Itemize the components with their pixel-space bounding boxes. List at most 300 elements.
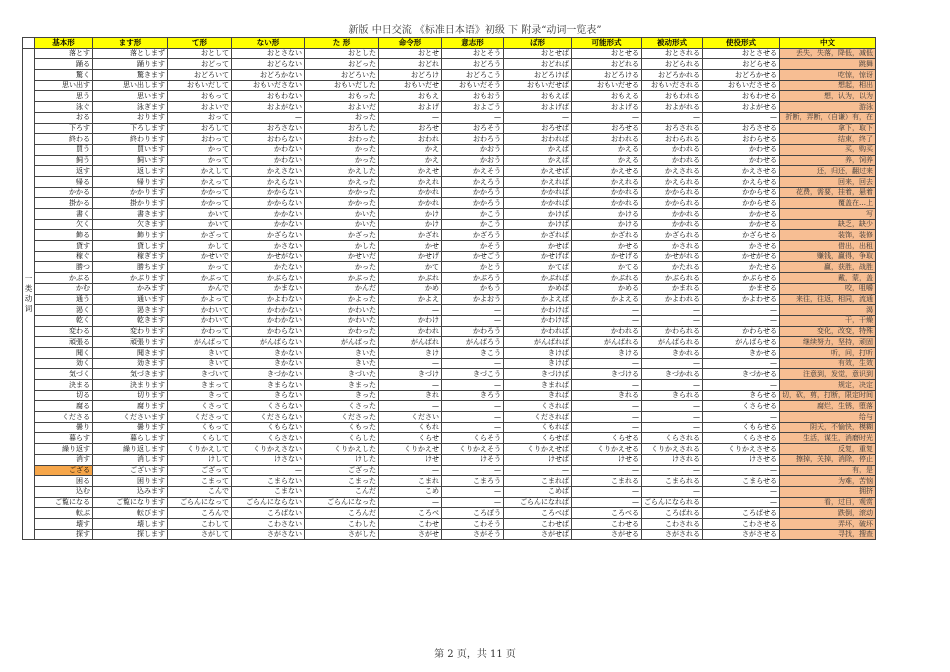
form-cell: かざられる xyxy=(642,230,703,241)
table-row xyxy=(23,144,876,155)
table-row xyxy=(23,476,876,487)
form-cell: かぶった xyxy=(305,273,379,284)
column-header: ない形 xyxy=(232,38,305,49)
form-cell: おった xyxy=(305,112,379,123)
column-header: 被动形式 xyxy=(642,38,703,49)
form-cell: がんばろう xyxy=(442,337,504,348)
form-cell: こわされる xyxy=(642,518,703,529)
column-header: ます形 xyxy=(93,38,168,49)
form-cell: 飼う xyxy=(35,155,93,166)
form-cell: かった xyxy=(305,155,379,166)
form-cell: かかろう xyxy=(442,187,504,198)
form-cell: ください xyxy=(379,412,442,423)
form-cell: きまって xyxy=(168,380,232,391)
column-header: 基本形 xyxy=(35,38,93,49)
form-cell: 転びます xyxy=(93,508,168,519)
form-cell: 踊ります xyxy=(93,59,168,70)
form-cell: おどれ xyxy=(379,59,442,70)
form-cell: くりかえさない xyxy=(232,444,305,455)
form-cell: こまれば xyxy=(504,476,572,487)
form-cell: かかれ xyxy=(379,198,442,209)
form-cell: がんばって xyxy=(168,337,232,348)
form-cell: — xyxy=(572,380,642,391)
form-cell: かえば xyxy=(504,144,572,155)
form-cell: かたせる xyxy=(703,262,780,273)
form-cell: かわけ xyxy=(379,315,442,326)
column-header: 中文 xyxy=(780,38,876,49)
form-cell: かわけば xyxy=(504,315,572,326)
form-cell: こわそう xyxy=(442,518,504,529)
form-cell: くだされば xyxy=(504,412,572,423)
form-cell: かわって xyxy=(168,326,232,337)
form-cell: 気づく xyxy=(35,369,93,380)
form-cell: ございます xyxy=(93,465,168,476)
form-cell: — xyxy=(703,315,780,326)
form-cell: かせいだ xyxy=(305,251,379,262)
column-header: ば形 xyxy=(504,38,572,49)
header-row xyxy=(23,38,876,49)
form-cell: きった xyxy=(305,390,379,401)
meaning-cell: 借出，出租 xyxy=(780,241,876,252)
form-cell: かける xyxy=(572,209,642,220)
form-cell: 頑張る xyxy=(35,337,93,348)
meaning-cell: 给与 xyxy=(780,412,876,423)
meaning-cell: 跌倒，滚动 xyxy=(780,508,876,519)
form-cell: — xyxy=(703,465,780,476)
form-cell: かえせば xyxy=(504,166,572,177)
form-cell: かえされる xyxy=(642,166,703,177)
form-cell: かえる xyxy=(572,155,642,166)
form-cell: 込みます xyxy=(93,486,168,497)
form-cell: かって xyxy=(168,155,232,166)
form-cell: がんばらせる xyxy=(703,337,780,348)
table-row xyxy=(23,444,876,455)
form-cell: きまらない xyxy=(232,380,305,391)
form-cell: おとそう xyxy=(442,48,504,59)
form-cell: きけば xyxy=(504,347,572,358)
table-row xyxy=(23,112,876,123)
form-cell: こまない xyxy=(232,486,305,497)
form-cell: かえれ xyxy=(379,176,442,187)
form-cell: — xyxy=(642,380,703,391)
form-cell: かめる xyxy=(572,283,642,294)
form-cell: こわせ xyxy=(379,518,442,529)
form-cell: くださらない xyxy=(232,412,305,423)
form-cell: かけば xyxy=(504,219,572,230)
form-cell: かよえ xyxy=(379,294,442,305)
form-cell: 乾く xyxy=(35,315,93,326)
form-cell: 勝ちます xyxy=(93,262,168,273)
form-cell: — xyxy=(379,305,442,316)
table-row xyxy=(23,209,876,220)
form-cell: おわられる xyxy=(642,134,703,145)
meaning-cell: 阴天，不愉快，模糊 xyxy=(780,422,876,433)
form-cell: かぶる xyxy=(35,273,93,284)
form-cell: おもいださせる xyxy=(703,80,780,91)
form-cell: — xyxy=(572,486,642,497)
form-cell: おもわない xyxy=(232,91,305,102)
form-cell: 帰る xyxy=(35,176,93,187)
form-cell: おろして xyxy=(168,123,232,134)
form-cell: かえった xyxy=(305,176,379,187)
form-cell: かてる xyxy=(572,262,642,273)
column-header: 可能形式 xyxy=(572,38,642,49)
form-cell: かよえる xyxy=(572,294,642,305)
form-cell: かかない xyxy=(232,209,305,220)
form-cell: かえれば xyxy=(504,176,572,187)
form-cell: がんばられる xyxy=(642,337,703,348)
form-cell: かおう xyxy=(442,155,504,166)
form-cell: こまれる xyxy=(572,476,642,487)
form-cell: — xyxy=(703,486,780,497)
form-cell: きかせる xyxy=(703,347,780,358)
form-cell: 込む xyxy=(35,486,93,497)
form-cell: — xyxy=(642,358,703,369)
form-cell: かこう xyxy=(442,219,504,230)
form-cell: かざらせる xyxy=(703,230,780,241)
form-cell: かって xyxy=(168,144,232,155)
form-cell: ご覧になる xyxy=(35,497,93,508)
form-cell: けさせる xyxy=(703,454,780,465)
form-cell: けせる xyxy=(572,454,642,465)
meaning-cell: 擦掉，关掉，消除，停止 xyxy=(780,454,876,465)
form-cell: かわれる xyxy=(642,155,703,166)
form-cell: かける xyxy=(572,219,642,230)
form-cell: 探す xyxy=(35,529,93,540)
form-cell: おわらない xyxy=(232,134,305,145)
form-cell: 落としまず xyxy=(93,48,168,59)
form-cell: 壊します xyxy=(93,518,168,529)
form-cell: 渇く xyxy=(35,305,93,316)
form-cell: きかれる xyxy=(642,347,703,358)
form-cell: かえそう xyxy=(442,166,504,177)
form-cell: かめ xyxy=(379,283,442,294)
table-row xyxy=(23,380,876,391)
table-row xyxy=(23,412,876,423)
form-cell: 暮らします xyxy=(93,433,168,444)
form-cell: くさらない xyxy=(232,401,305,412)
form-cell: かかせる xyxy=(703,219,780,230)
form-cell: こわさせる xyxy=(703,518,780,529)
form-cell: かかった xyxy=(305,198,379,209)
form-cell: かもう xyxy=(442,283,504,294)
form-cell: きける xyxy=(572,347,642,358)
form-cell: 飾る xyxy=(35,230,93,241)
table-row xyxy=(23,305,876,316)
form-cell: — xyxy=(442,465,504,476)
form-cell: 書く xyxy=(35,209,93,220)
form-cell: — xyxy=(572,422,642,433)
form-cell: かわいて xyxy=(168,305,232,316)
form-cell: かかる xyxy=(35,187,93,198)
meaning-cell: 有效，生效 xyxy=(780,358,876,369)
form-cell: かえらせる xyxy=(703,176,780,187)
table-row xyxy=(23,262,876,273)
form-cell: かぶれば xyxy=(504,273,572,284)
form-cell: くりかえして xyxy=(168,444,232,455)
form-cell: かえ xyxy=(379,155,442,166)
form-cell: おろした xyxy=(305,123,379,134)
form-cell: きれる xyxy=(572,390,642,401)
form-cell: おもいだされる xyxy=(642,80,703,91)
form-cell: おもえ xyxy=(379,91,442,102)
meaning-cell: 丢失，失落，降低，减低 xyxy=(780,48,876,59)
form-cell: おわって xyxy=(168,134,232,145)
form-cell: — xyxy=(572,401,642,412)
form-cell: ころんで xyxy=(168,508,232,519)
table-row xyxy=(23,433,876,444)
table-row xyxy=(23,166,876,177)
form-cell: — xyxy=(379,380,442,391)
form-cell: 掛かります xyxy=(93,198,168,209)
form-cell: — xyxy=(642,112,703,123)
form-cell: かわせる xyxy=(703,144,780,155)
meaning-cell: 折断，弄断，（自谦）有，在 xyxy=(780,112,876,123)
form-cell: 下ろします xyxy=(93,123,168,134)
form-cell: 決まる xyxy=(35,380,93,391)
form-cell: 返します xyxy=(93,166,168,177)
form-cell: きこう xyxy=(442,347,504,358)
form-cell: くさった xyxy=(305,401,379,412)
form-cell: 気づきます xyxy=(93,369,168,380)
form-cell: およがれる xyxy=(642,102,703,113)
form-cell: ごらんになられる xyxy=(642,497,703,508)
form-cell: さがした xyxy=(305,529,379,540)
form-cell: 消します xyxy=(93,454,168,465)
meaning-cell: 跳舞 xyxy=(780,59,876,70)
form-cell: — xyxy=(572,315,642,326)
form-cell: およいだ xyxy=(305,102,379,113)
table-row xyxy=(23,273,876,284)
form-cell: ござった xyxy=(305,465,379,476)
form-cell: かえした xyxy=(305,166,379,177)
form-cell: ころばれる xyxy=(642,508,703,519)
meaning-cell: 注意到，发觉，意识到 xyxy=(780,369,876,380)
table-row xyxy=(23,326,876,337)
table-row xyxy=(23,155,876,166)
form-cell: 消す xyxy=(35,454,93,465)
form-cell: こわさない xyxy=(232,518,305,529)
form-cell: 暮らす xyxy=(35,433,93,444)
form-cell: きかない xyxy=(232,347,305,358)
table-row xyxy=(23,518,876,529)
form-cell: かんで xyxy=(168,283,232,294)
form-cell: こまらない xyxy=(232,476,305,487)
form-cell: かよった xyxy=(305,294,379,305)
form-cell: おもえば xyxy=(504,91,572,102)
form-cell: さがさない xyxy=(232,529,305,540)
form-cell: 頑張ります xyxy=(93,337,168,348)
form-cell: — xyxy=(379,112,442,123)
meaning-cell: 生活，谋生，消磨时光 xyxy=(780,433,876,444)
form-cell: かかれる xyxy=(642,209,703,220)
form-cell: かめば xyxy=(504,283,572,294)
page-title: 新版 中日交流 《标准日本语》初级 下 附录“动词一览表” xyxy=(348,25,602,36)
form-cell: かかって xyxy=(168,198,232,209)
form-cell: くらした xyxy=(305,433,379,444)
form-cell: かいて xyxy=(168,219,232,230)
form-cell: さがせる xyxy=(572,529,642,540)
form-cell: こんで xyxy=(168,486,232,497)
form-cell: 稼ぎます xyxy=(93,251,168,262)
form-cell: かこう xyxy=(442,209,504,220)
form-cell: おどれば xyxy=(504,59,572,70)
form-cell: かわれる xyxy=(642,144,703,155)
meaning-cell: 戴，蒙，盖 xyxy=(780,273,876,284)
form-cell: かざった xyxy=(305,230,379,241)
table-row xyxy=(23,347,876,358)
form-cell: かよおう xyxy=(442,294,504,305)
form-cell: 曇ります xyxy=(93,422,168,433)
form-cell: かえる xyxy=(572,144,642,155)
form-cell: ご覧になります xyxy=(93,497,168,508)
form-cell: およごう xyxy=(442,102,504,113)
form-cell: おって xyxy=(168,112,232,123)
form-cell: 乾きます xyxy=(93,315,168,326)
form-cell: かえろう xyxy=(442,176,504,187)
form-cell: かかります xyxy=(93,187,168,198)
table-row xyxy=(23,497,876,508)
form-cell: きづけ xyxy=(379,369,442,380)
form-cell: おろさせる xyxy=(703,123,780,134)
form-cell: かせる xyxy=(572,241,642,252)
form-cell: おります xyxy=(93,112,168,123)
form-cell: かからない xyxy=(232,198,305,209)
form-cell: けさない xyxy=(232,454,305,465)
form-cell: 通います xyxy=(93,294,168,305)
form-cell: かえさない xyxy=(232,166,305,177)
form-cell: おもって xyxy=(168,91,232,102)
column-header: 意志形 xyxy=(442,38,504,49)
form-cell: くもって xyxy=(168,422,232,433)
form-cell: かいて xyxy=(168,209,232,220)
form-cell: がんばれる xyxy=(572,337,642,348)
meaning-cell: 咬，咀嚼 xyxy=(780,283,876,294)
form-cell: かよえば xyxy=(504,294,572,305)
form-cell: かかれる xyxy=(572,198,642,209)
form-cell: おわろう xyxy=(442,134,504,145)
form-cell: くださった xyxy=(305,412,379,423)
form-cell: — xyxy=(703,305,780,316)
form-cell: 腐る xyxy=(35,401,93,412)
form-cell: かませる xyxy=(703,283,780,294)
meaning-cell: 拥挤 xyxy=(780,486,876,497)
form-cell: きづかない xyxy=(232,369,305,380)
form-cell: 通う xyxy=(35,294,93,305)
form-cell: おとせる xyxy=(572,48,642,59)
form-cell: おもいだして xyxy=(168,80,232,91)
form-cell: さがされる xyxy=(642,529,703,540)
form-cell: かえって xyxy=(168,176,232,187)
form-cell: ころんだ xyxy=(305,508,379,519)
form-cell: かかろう xyxy=(442,198,504,209)
form-cell: — xyxy=(572,358,642,369)
form-cell: 思う xyxy=(35,91,93,102)
table-row xyxy=(23,422,876,433)
form-cell: きらない xyxy=(232,390,305,401)
form-cell: おとさせる xyxy=(703,48,780,59)
form-cell: 貸す xyxy=(35,241,93,252)
form-cell: かわいた xyxy=(305,305,379,316)
meaning-cell: 回来，回去 xyxy=(780,176,876,187)
form-cell: 飼います xyxy=(93,155,168,166)
form-cell: — xyxy=(232,465,305,476)
meaning-cell: 覆盖在…上 xyxy=(780,198,876,209)
form-cell: ころばない xyxy=(232,508,305,519)
form-cell: およいで xyxy=(168,102,232,113)
form-cell: さがして xyxy=(168,529,232,540)
form-cell: けせば xyxy=(504,454,572,465)
meaning-cell: 看，过目，观赏 xyxy=(780,497,876,508)
form-cell: かぶらせる xyxy=(703,273,780,284)
meaning-cell: 切，砍，剪，打断，限定时间 xyxy=(780,390,876,401)
header-group-cell xyxy=(23,38,35,49)
table-row xyxy=(23,315,876,326)
table-row xyxy=(23,454,876,465)
form-cell: かよわない xyxy=(232,294,305,305)
form-cell: かわいた xyxy=(305,315,379,326)
form-cell: かざろう xyxy=(442,230,504,241)
form-cell: — xyxy=(442,305,504,316)
table-row xyxy=(23,134,876,145)
form-cell: 貸します xyxy=(93,241,168,252)
form-cell: 稼ぐ xyxy=(35,251,93,262)
form-cell: およがせる xyxy=(703,102,780,113)
form-cell: 腐ります xyxy=(93,401,168,412)
form-cell: — xyxy=(379,497,442,508)
form-cell: きづこう xyxy=(442,369,504,380)
form-cell: 転ぶ xyxy=(35,508,93,519)
table-row xyxy=(23,80,876,91)
form-cell: かった xyxy=(305,262,379,273)
form-cell: 困る xyxy=(35,476,93,487)
form-cell: ごらんになった xyxy=(305,497,379,508)
form-cell: かわせる xyxy=(703,155,780,166)
form-cell: おわった xyxy=(305,134,379,145)
form-cell: きけ xyxy=(379,347,442,358)
form-cell: くらせば xyxy=(504,433,572,444)
form-cell: おどろう xyxy=(442,59,504,70)
form-cell: かからせる xyxy=(703,187,780,198)
form-cell: かけ xyxy=(379,219,442,230)
meaning-cell: 养，饲养 xyxy=(780,155,876,166)
form-cell: おどった xyxy=(305,59,379,70)
form-cell: かさない xyxy=(232,241,305,252)
form-cell: かぶられる xyxy=(642,273,703,284)
form-cell: くださいます xyxy=(93,412,168,423)
form-cell: きいた xyxy=(305,347,379,358)
form-cell: — xyxy=(379,401,442,412)
form-cell: おとして xyxy=(168,48,232,59)
form-cell: 思い出します xyxy=(93,80,168,91)
form-cell: きって xyxy=(168,390,232,401)
column-header: た 形 xyxy=(305,38,379,49)
form-cell: — xyxy=(703,112,780,123)
meaning-cell: 干，干燥 xyxy=(780,315,876,326)
table-row xyxy=(23,102,876,113)
meaning-cell: 结束，终了 xyxy=(780,134,876,145)
form-cell: かった xyxy=(305,144,379,155)
form-cell: こまらせる xyxy=(703,476,780,487)
form-cell: かかって xyxy=(168,187,232,198)
form-cell: かされる xyxy=(642,241,703,252)
form-cell: 終わります xyxy=(93,134,168,145)
form-cell: けして xyxy=(168,454,232,465)
form-cell: おわれば xyxy=(504,134,572,145)
form-cell: 買います xyxy=(93,144,168,155)
form-cell: くされば xyxy=(504,401,572,412)
form-cell: — xyxy=(642,315,703,326)
